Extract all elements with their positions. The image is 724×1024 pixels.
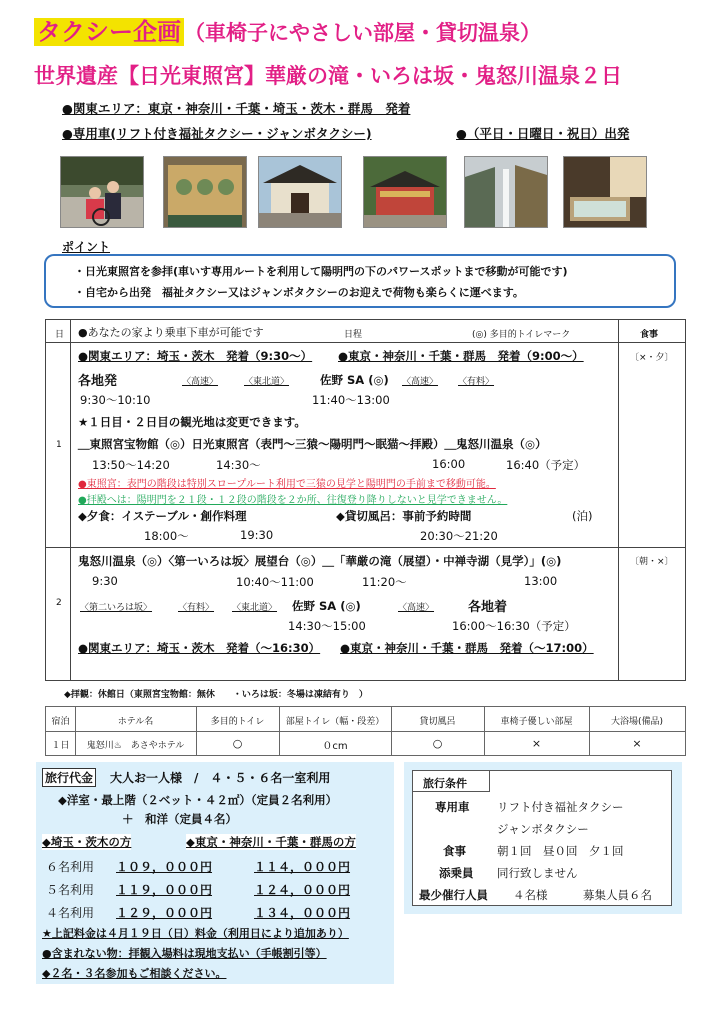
day2-t6: 16:00〜16:30（予定） [452,619,576,633]
cond-guide: 同行致しません [497,866,578,880]
title-sub: （車椅子にやさしい部屋・貸切温泉） [184,21,541,45]
price-label: 旅行代金 [42,768,96,787]
photo-yomeimon-gate [258,156,342,228]
day1-stay: (泊) [572,509,593,523]
room2: ＋ 和洋（定員４名） [122,812,237,826]
day1-sano: 佐野 SA (◎) [320,373,389,387]
day2-sano: 佐野 SA (◎) [292,599,361,613]
day1-t1: 13:50〜14:20 [92,458,170,472]
price-col1: ◆埼玉・茨木の方 [42,835,132,849]
photo-waterfall [464,156,548,228]
day1-red-note: ●東照宮：表門の階段は特別スロープルート利用で三猿の見学と陽明門の手前まで移動可能。 [78,479,496,490]
day2-number: 2 [56,598,62,608]
day2-road2: 〈有料〉 [178,603,215,613]
price-per-person: 大人お一人様 / ４・５・６名一室利用 [110,771,331,785]
day2-road3: 〈東北道〉 [232,603,278,613]
hotel-cell: × [632,737,642,750]
cond-meals-label: 食事 [443,844,466,858]
day1-time2: 11:40〜13:00 [312,393,390,407]
price-note1: ★上記料金は４月１９日（日）料金（利用日により追加あり） [42,927,349,940]
cond-guide-label: 添乗員 [439,866,474,880]
col-meals: 食事 [640,330,659,340]
day1-number: 1 [56,440,62,450]
day1-road3: 〈高速〉 [402,377,439,387]
price-b: １２４，０００円 [254,883,351,897]
conditions-box [404,762,682,914]
day1-depart-b: ●東京・神奈川・千葉・群馬 発着（9:00〜） [338,349,584,363]
day2-road4: 〈高速〉 [398,603,435,613]
price-note2: ●含まれない物：拝観入場料は現地支払い（手帳割引等） [42,947,327,960]
cond-min: ４名様 [513,888,548,902]
price-row-label: ６名利用 [46,860,95,874]
price-b: １３４，０００円 [254,906,351,920]
photo-visitors [60,156,144,228]
hotel-cell: ○ [232,737,243,750]
day1-time1: 9:30〜10:10 [80,393,151,407]
price-box [36,762,394,984]
day1-green-note: ●拝殿へは：陽明門を２１段・１２段の階段を２か所、往復登り降りしないと見学できません。 [78,495,508,506]
points-box [44,254,676,308]
cond-vehicle-label: 専用車 [435,800,470,814]
holiday-note: ◆拝観：休館日（東照宮宝物館：無休 ・いろは坂：冬場は凍結有り ） [64,690,368,700]
day1-sights: ＿東照宮宝物館（◎）日光東照宮（表門〜三猿〜陽明門〜眠猫〜拝殿）＿鬼怒川温泉（◎） [78,437,547,451]
day1-dinner-time: 18:00〜 [144,529,189,543]
point-item: ・自宅から出発 福祉タクシー又はジャンボタクシーのお迎えで荷物も楽らくに運べます。 [74,286,524,299]
hotel-cell: ○ [432,737,443,750]
price-a: １１９，０００円 [116,883,213,897]
day1-dinner: ◆夕食：イステーブル・創作料理 [78,509,247,523]
day1-depart-a: ●関東エリア：埼玉・茨木 発着（9:30〜） [78,349,313,363]
day1-t2: 14:30〜 [216,458,261,472]
day2-t5: 14:30〜15:00 [288,619,366,633]
hotel-header: 大浴場(備品) [610,717,664,727]
hotel-header: 車椅子優しい部屋 [500,717,573,727]
hotel-header: 多目的トイレ [210,717,265,727]
price-a: １２９，０００円 [116,906,213,920]
photo-hot-spring [563,156,647,228]
price-b: １１４，０００円 [254,860,351,874]
vehicle-line: ●専用車(リフト付き福祉タクシー・ジャンボタクシー) [62,126,372,141]
price-row-label: ５名利用 [46,883,95,897]
day1-road4: 〈有料〉 [458,377,495,387]
cond-max: 募集人員６名 [583,888,652,902]
photo-shrine [363,156,447,228]
point-item: ・日光東照宮を参拝(車いす専用ルートを利用して陽明門の下のパワースポットまで移動が可能です) [74,265,568,278]
hotel-header: 宿泊 [51,717,70,727]
day2-road1: 〈第二いろは坂〉 [80,603,153,613]
photo-carving [163,156,247,228]
hotel-name: 鬼怒川♨ あさやホテル [86,741,185,751]
area-line: ●関東エリア：東京・神奈川・千葉・埼玉・茨木・群馬 発着 [62,101,411,116]
conditions-title: 旅行条件 [423,777,467,790]
price-row-label: ４名利用 [46,906,95,920]
hotel-cell: ０cm [322,741,348,752]
day2-t3: 11:20〜 [362,575,407,589]
day2-t4: 13:00 [524,574,558,588]
days-line: ●（平日・日曜日・祝日）出発 [456,126,630,141]
day1-change-note: ★１日目・２日目の観光地は変更できます。 [78,415,306,429]
price-col2: ◆東京・神奈川・千葉・群馬の方 [186,835,356,849]
day2-arrive-a: ●関東エリア：埼玉・茨木 発着（〜16:30） [78,641,321,655]
day1-from: 各地発 [78,374,118,389]
tour-subtitle: 世界遺産【日光東照宮】華厳の滝・いろは坂・鬼怒川温泉２日 [34,64,622,88]
day2-line1: 鬼怒川温泉（◎）〈第一いろは坂〉展望台（◎）＿「華厳の滝（展望）・中禅寺湖（見学）」(◎) [78,554,562,568]
price-note3: ◆２名・３名参加もご相談ください。 [42,967,227,980]
pickup-note: ●あなたの家より乗車下車が可能です [78,326,264,339]
hotel-header: ホテル名 [117,717,154,727]
day2-arrive-b: ●東京・神奈川・千葉・群馬 発着（〜17:00） [340,641,594,655]
day1-bath: ◆貸切風呂：事前予約時間 [336,509,472,523]
hotel-cell: × [531,737,542,750]
price-a: １０９，０００円 [116,860,213,874]
day1-bath-time: 20:30〜21:20 [420,529,498,543]
day2-arrive: 各地着 [468,600,508,615]
toilet-mark-legend: (◎) 多目的トイレマーク [472,330,571,340]
hotel-cell: １日 [51,741,70,751]
hotel-header: 部屋トイレ（幅・段差） [285,717,385,727]
day1-road2: 〈東北道〉 [244,377,290,387]
col-schedule: 日程 [344,330,363,340]
day2-t1: 9:30 [92,574,118,588]
day1-road1: 〈高速〉 [182,377,219,387]
cond-min-label: 最少催行人員 [419,888,488,902]
room1: ◆洋室・最上階（２ベット・４２㎡）（定員２名利用） [58,793,338,807]
day1-meals: 〔×・夕〕 [630,353,674,363]
day2-meals: 〔朝・×〕 [630,557,674,567]
day1-t3: 16:00 [432,457,466,471]
points-title: ポイント [62,240,111,254]
cond-vehicle1: リフト付き福祉タクシー [497,800,624,814]
itinerary-table [45,319,686,681]
hotel-table [45,706,686,756]
title-main: タクシー企画 [34,18,184,46]
day1-dinner-time2: 19:30 [240,528,274,542]
cond-vehicle2: ジャンボタクシー [497,822,589,836]
hotel-header: 貸切風呂 [419,717,456,727]
day1-t4: 16:40（予定） [506,458,586,472]
page-title [34,12,541,47]
col-day: 日 [55,330,65,340]
day2-t2: 10:40〜11:00 [236,575,314,589]
cond-meals: 朝１回 昼０回 夕１回 [497,844,624,858]
